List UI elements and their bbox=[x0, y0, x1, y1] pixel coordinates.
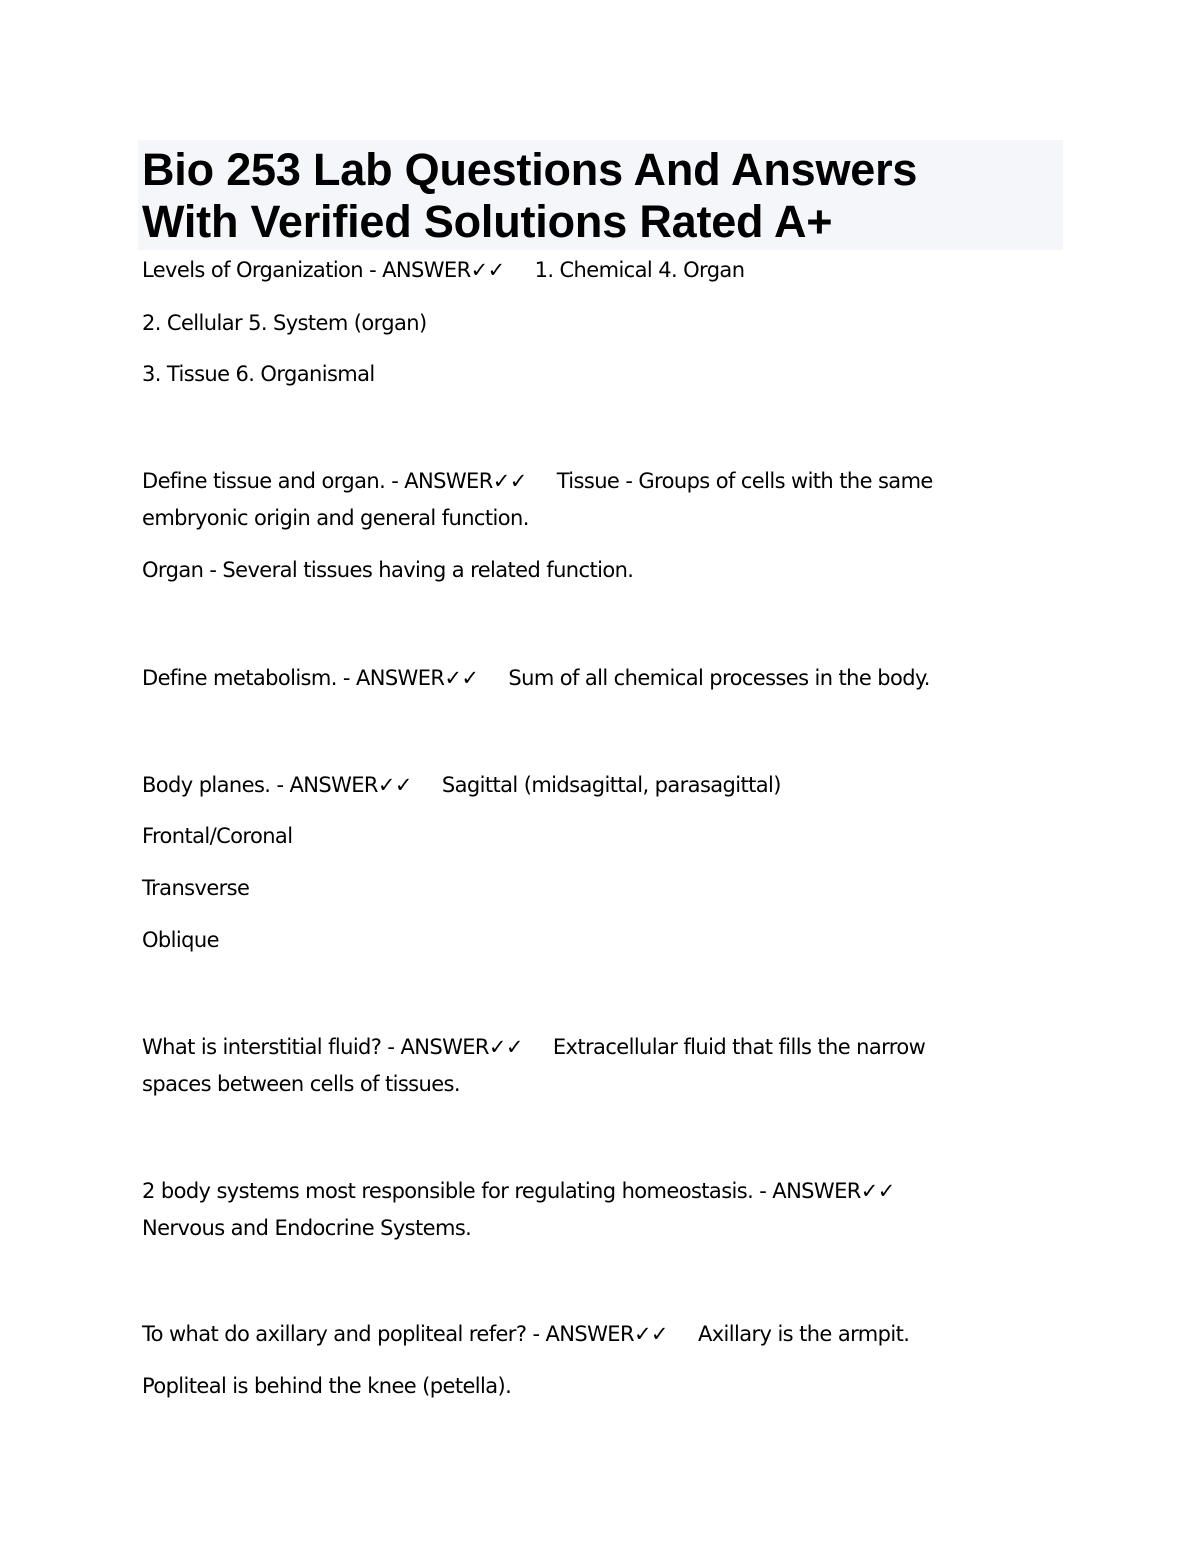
answer-text: Sum of all chemical processes in the body. bbox=[508, 666, 930, 690]
answer-text: Tissue - Groups of cells with the same bbox=[556, 469, 933, 493]
question-text: Body planes. - ANSWER✓✓ bbox=[142, 773, 412, 797]
qa-levels-of-organization bbox=[142, 256, 744, 284]
question-text: Define metabolism. - ANSWER✓✓ bbox=[142, 666, 479, 690]
document-title bbox=[138, 140, 1063, 250]
answer-continuation: Frontal/Coronal bbox=[142, 824, 293, 848]
qa-interstitial-fluid bbox=[142, 1033, 925, 1061]
answer-text: Sagittal (midsagittal, parasagittal) bbox=[441, 773, 781, 797]
question-text: What is interstitial fluid? - ANSWER✓✓ bbox=[142, 1035, 523, 1059]
qa-axillary-popliteal bbox=[142, 1320, 909, 1348]
answer-continuation: 2. Cellular 5. System (organ) bbox=[142, 311, 427, 335]
answer-continuation: Transverse bbox=[142, 876, 250, 900]
qa-define-tissue-organ bbox=[142, 467, 933, 495]
title-line-2: With Verified Solutions Rated A+ bbox=[142, 196, 833, 247]
answer-continuation: 3. Tissue 6. Organismal bbox=[142, 362, 375, 386]
answer-text: Extracellular fluid that fills the narrow bbox=[552, 1035, 926, 1059]
qa-body-planes bbox=[142, 771, 781, 799]
answer-continuation: Popliteal is behind the knee (petella). bbox=[142, 1374, 512, 1398]
title-line-1: Bio 253 Lab Questions And Answers bbox=[142, 144, 918, 195]
question-text: Define tissue and organ. - ANSWER✓✓ bbox=[142, 469, 527, 493]
answer-continuation: spaces between cells of tissues. bbox=[142, 1072, 460, 1096]
answer-text: 1. Chemical 4. Organ bbox=[534, 258, 745, 282]
answer-continuation: Oblique bbox=[142, 928, 219, 952]
qa-homeostasis-systems: 2 body systems most responsible for regulating homeostasis. - ANSWER✓✓ bbox=[142, 1179, 895, 1203]
answer-continuation: Organ - Several tissues having a related function. bbox=[142, 558, 634, 582]
answer-continuation: embryonic origin and general function. bbox=[142, 506, 529, 530]
answer-continuation: Nervous and Endocrine Systems. bbox=[142, 1216, 472, 1240]
question-text: To what do axillary and popliteal refer? - ANSWER✓✓ bbox=[142, 1322, 668, 1346]
qa-define-metabolism bbox=[142, 664, 930, 692]
answer-text: Axillary is the armpit. bbox=[697, 1322, 910, 1346]
question-text: Levels of Organization - ANSWER✓✓ bbox=[142, 258, 505, 282]
